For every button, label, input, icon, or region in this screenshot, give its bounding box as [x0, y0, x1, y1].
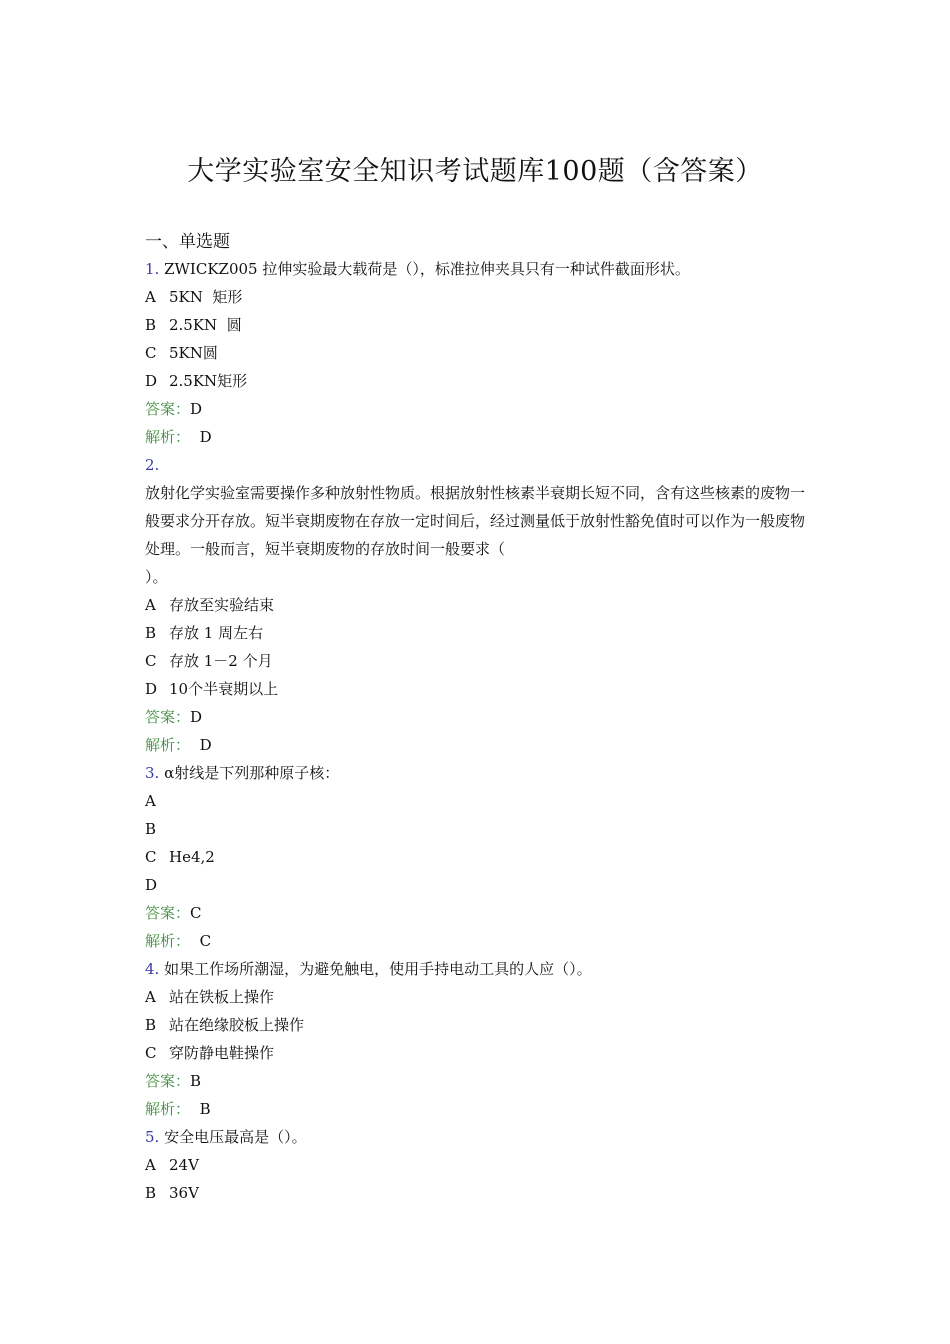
- option-c: C He4,2: [145, 848, 215, 866]
- answer-line: 答案：B: [145, 1072, 202, 1090]
- answer-line: 答案：C: [145, 904, 202, 922]
- option-a: A 24V: [145, 1156, 199, 1174]
- question-4: [145, 955, 810, 1123]
- question-text: 如果工作场所潮湿，为避免触电，使用手持电动工具的人应（）。: [164, 960, 592, 978]
- option-c: C 5KN圆: [145, 344, 218, 362]
- answer-line: 答案：D: [145, 708, 203, 726]
- section-heading: 一、单选题: [145, 232, 230, 252]
- analysis-line: 解析： B: [145, 1100, 211, 1118]
- question-list: [145, 229, 810, 1207]
- question-text: 放射化学实验室需要操作多种放射性物质。根据放射性核素半衰期长短不同，含有这些核素的废物一般要求分开存放。短半衰期废物在存放一定时间后，经过测量低于放射性豁免值时可以作为一般废物处理。一般而言，短半衰期废物的存放时间一般要求（: [145, 484, 806, 558]
- option-a: A: [145, 792, 156, 810]
- question-number: 3.: [145, 764, 160, 782]
- option-a: A 存放至实验结束: [145, 596, 275, 614]
- analysis-line: 解析： D: [145, 736, 212, 754]
- answer-line: 答案：D: [145, 400, 203, 418]
- option-d: D 2.5KN矩形: [145, 372, 248, 390]
- question-text: 安全电压最高是（）。: [164, 1128, 307, 1146]
- question-text: ZWICKZ005 拉伸实验最大载荷是（），标准拉伸夹具只有一种试件截面形状。: [164, 260, 690, 278]
- analysis-line: 解析： D: [145, 428, 212, 446]
- option-b: B 站在绝缘胶板上操作: [145, 1016, 305, 1034]
- option-a: A 站在铁板上操作: [145, 988, 275, 1006]
- question-1: [145, 255, 810, 451]
- question-5: [145, 1123, 810, 1207]
- option-b: B: [145, 820, 157, 838]
- question-2: [145, 451, 810, 759]
- question-text-tail: ）。: [145, 568, 168, 586]
- question-number: 2.: [145, 456, 160, 474]
- question-number: 1.: [145, 260, 160, 278]
- question-number: 5.: [145, 1128, 160, 1146]
- option-a: A 5KN 矩形: [145, 288, 243, 306]
- option-b: B 2.5KN 圆: [145, 316, 242, 334]
- analysis-line: 解析： C: [145, 932, 212, 950]
- question-text: α射线是下列那种原子核：: [164, 764, 340, 782]
- question-number: 4.: [145, 960, 160, 978]
- page-title: 大学实验室安全知识考试题库100题（含答案）: [187, 156, 763, 187]
- question-3: [145, 759, 810, 955]
- option-b: B 存放 1 周左右: [145, 624, 264, 642]
- option-c: C 存放 1－2 个月: [145, 652, 273, 670]
- option-d: D 10个半衰期以上: [145, 680, 279, 698]
- option-c: C 穿防静电鞋操作: [145, 1044, 275, 1062]
- option-b: B 36V: [145, 1184, 199, 1202]
- option-d: D: [145, 876, 158, 894]
